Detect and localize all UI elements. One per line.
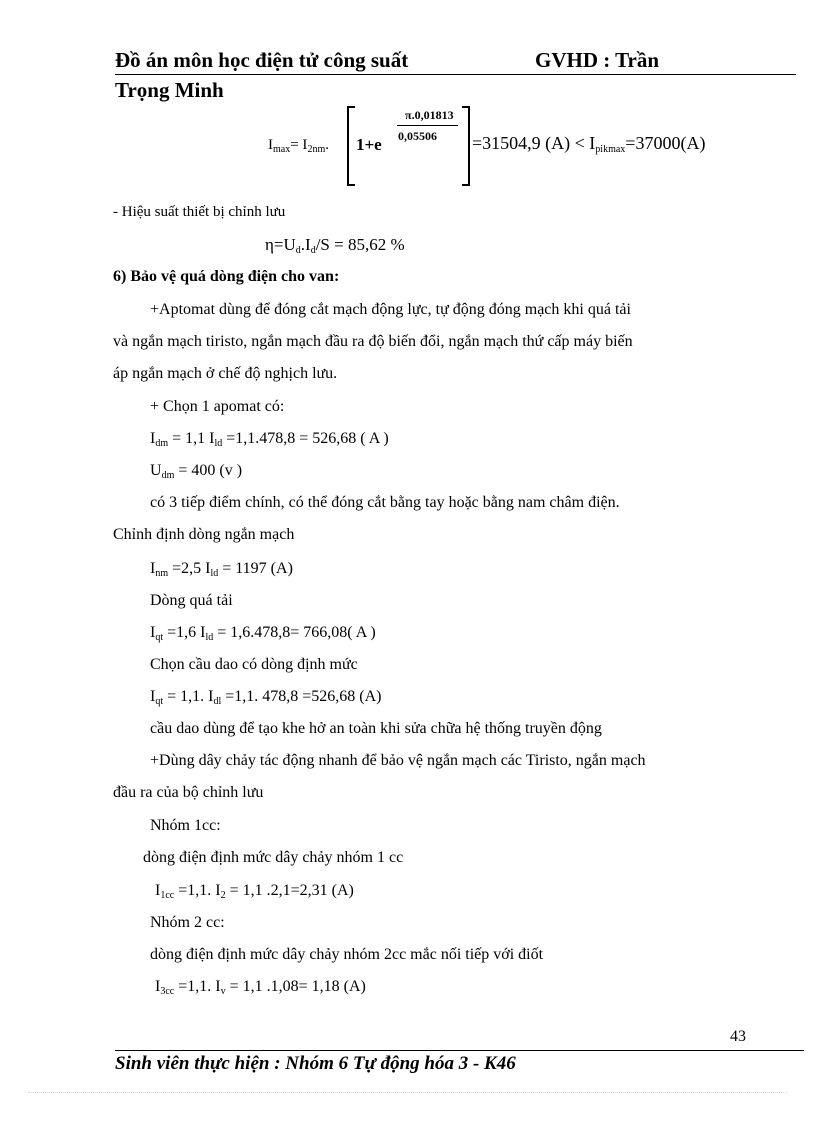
- inm-sub: nm: [155, 568, 169, 579]
- eff-sub2: d: [310, 245, 316, 256]
- imax-limit: =37000(A): [625, 133, 706, 153]
- i1cc-c: = 1,1 .2,1=2,31 (A): [225, 882, 354, 899]
- i3cc-sub2: v: [220, 986, 226, 997]
- i3cc-a: I: [155, 978, 161, 995]
- i1cc-formula: [155, 881, 354, 906]
- idm-formula: [150, 429, 389, 454]
- inm-a: I: [150, 560, 156, 577]
- iqt-sub: qt: [155, 632, 164, 643]
- i1cc-b: =1,1. I: [174, 882, 221, 899]
- choose-apomat: + Chọn 1 apomat có:: [150, 398, 285, 415]
- imax-lhs: I: [268, 137, 273, 153]
- eff-b: .I: [300, 235, 311, 254]
- inm-c: = 1197 (A): [218, 560, 293, 577]
- iqt2-a: I: [150, 688, 156, 705]
- imax-lhs-sub: max: [273, 144, 291, 155]
- imax-i2-sub: 2nm: [307, 144, 326, 155]
- exp-numerator: π.0,01813: [405, 108, 454, 122]
- idm-sub2: ld: [214, 438, 223, 449]
- overload-label: Dòng quá tải: [150, 592, 233, 609]
- para-1-line-1: +Aptomat dùng để đóng cắt mạch động lực, tự động đóng mạch khi quá tải: [150, 301, 631, 318]
- footer-students: Sinh viên thực hiện : Nhóm 6 Tự động hóa 3 - K46: [115, 1053, 516, 1074]
- imax-result: =31504,9 (A) < I: [472, 133, 596, 153]
- idm-a: I: [150, 430, 156, 447]
- page-number: 43: [730, 1028, 746, 1045]
- imax-dot: .: [325, 137, 329, 153]
- footer-rule: [115, 1050, 804, 1051]
- eff-sub1: d: [295, 245, 301, 256]
- para-1-line-2: và ngắn mạch tiristo, ngắn mạch đầu ra độ biến đổi, ngắn mạch thứ cấp máy biến: [113, 333, 633, 350]
- choose-switch: Chọn cầu dao có dòng định mức: [150, 656, 358, 673]
- efficiency-label: - Hiệu suất thiết bị chỉnh lưu: [113, 204, 286, 220]
- header-advisor: GVHD : Trần: [535, 48, 660, 72]
- eff-c: /S = 85,62 %: [315, 235, 405, 254]
- para-2-line-1: có 3 tiếp điểm chính, có thể đóng cắt bằng tay hoặc bằng nam châm điện.: [150, 494, 620, 511]
- iqt2-sub: qt: [155, 696, 164, 707]
- header-advisor-name: Trọng Minh: [115, 78, 224, 102]
- group-1-label: Nhóm 1cc:: [150, 817, 221, 834]
- eff-a: η=U: [265, 235, 296, 254]
- udm-b: = 400 (v ): [174, 462, 243, 479]
- i3cc-formula: [155, 977, 366, 1002]
- iqt2-sub2: dl: [213, 696, 222, 707]
- para-3-line-1: +Dùng dây chảy tác động nhanh để bảo vệ ngắn mạch các Tiristo, ngắn mạch: [150, 752, 646, 769]
- i1cc-sub: 1cc: [160, 890, 175, 901]
- page-bottom-divider: [28, 1092, 788, 1093]
- header-course-title: Đồ án môn học điện tử công suất: [115, 48, 409, 72]
- idm-sub: dm: [155, 438, 169, 449]
- i3cc-b: =1,1. I: [174, 978, 221, 995]
- iqt2-c: =1,1. 478,8 =526,68 (A): [221, 688, 382, 705]
- iqt-sub2: ld: [205, 632, 214, 643]
- bracket-left: [347, 106, 355, 186]
- switch-usage: cầu dao dùng để tạo khe hở an toàn khi sửa chữa hệ thống truyền động: [150, 720, 602, 737]
- iqt2-formula: [150, 687, 382, 712]
- i3cc-c: = 1,1 .1,08= 1,18 (A): [225, 978, 366, 995]
- header-rule: [115, 74, 796, 75]
- iqt-b: =1,6 I: [163, 624, 206, 641]
- group-2-label: Nhóm 2 cc:: [150, 914, 225, 931]
- inm-b: =2,5 I: [168, 560, 211, 577]
- inm-formula: [150, 559, 293, 584]
- i1cc-sub2: 2: [220, 890, 226, 901]
- i3cc-sub: 3cc: [160, 986, 175, 997]
- group-1-desc: dòng điện định mức dây chảy nhóm 1 cc: [143, 849, 404, 866]
- iqt-formula: [150, 623, 376, 648]
- exp-denominator: 0,05506: [398, 129, 437, 143]
- para-2-line-2: Chỉnh định dòng ngắn mạch: [113, 526, 295, 543]
- imax-pik-sub: pikmax: [595, 144, 626, 155]
- idm-b: = 1,1 I: [168, 430, 215, 447]
- idm-c: =1,1.478,8 = 526,68 ( A ): [222, 430, 389, 447]
- i1cc-a: I: [155, 882, 161, 899]
- udm-formula: [150, 461, 242, 486]
- efficiency-formula: [265, 235, 405, 261]
- iqt-a: I: [150, 624, 156, 641]
- para-3-line-2: đầu ra của bộ chỉnh lưu: [113, 784, 264, 801]
- one-plus-e: 1+e: [356, 135, 382, 154]
- udm-sub: dm: [161, 470, 175, 481]
- bracket-right: [462, 106, 470, 186]
- inm-sub2: ld: [210, 568, 219, 579]
- iqt2-b: = 1,1. I: [163, 688, 214, 705]
- udm-a: U: [150, 462, 162, 479]
- section-6-title: 6) Bảo vệ quá dòng điện cho van:: [113, 268, 340, 285]
- imax-eq: = I: [290, 137, 308, 153]
- group-2-desc: dòng điện định mức dây chảy nhóm 2cc mắc nối tiếp với điốt: [150, 946, 544, 963]
- iqt-c: = 1,6.478,8= 766,08( A ): [213, 624, 376, 641]
- para-1-line-3: áp ngắn mạch ở chế độ nghịch lưu.: [113, 365, 338, 382]
